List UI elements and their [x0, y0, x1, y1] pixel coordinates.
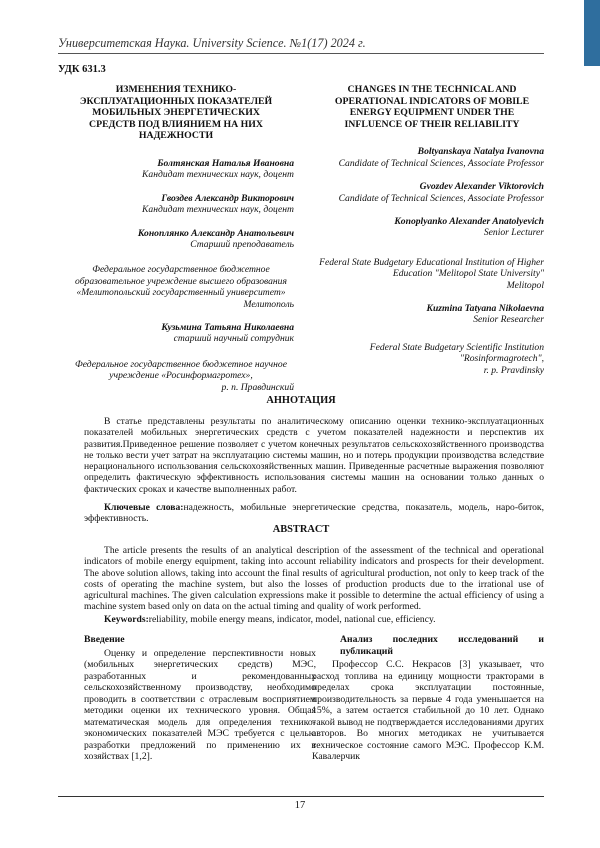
- page-number: 17: [294, 800, 306, 811]
- ru-affiliation-1: [58, 264, 294, 310]
- header-rule: [58, 53, 544, 54]
- author-position: Кандидат технических наук, доцент: [142, 169, 294, 181]
- annotation-keywords: [84, 502, 544, 525]
- abstract-body: [84, 545, 544, 613]
- keywords-text: reliability, mobile energy means, indicator, model, national cue, efficiency.: [148, 614, 436, 625]
- keywords-label: Ключевые слова:: [104, 502, 184, 513]
- affiliation-text: Федеральное государственное бюджетное научное учреждение «Росинформагротех»,: [75, 358, 287, 382]
- analysis-text: Профессор С.С. Некрасов [3] указывает, что расход топлива на единицу мощности тракторами в пределах срока эксплуатации постоянные, производительность за первые 4 года уменьшается на 15%, а затем остается стабильной до 10 лет. Однако такой вывод не подтверждается исследованиями других авторов. Во многих методиках не учитывается техническое состояние самого МЭС. Профессор К.М. Кавалерчик: [312, 659, 544, 762]
- en-author-2: [308, 181, 544, 204]
- abstract-text: The article presents the results of an analytical description of the assessment of the technical and operational indicators of mobile energy equipment, taking into account reliability indicators and prospects for their development. The above solution allows, taking into account the final results of agricultural production, not only to keep track of the costs of operating the machine system, but also the losses of production products due to the irrational use of agricultural machines. The given calculation expressions make it possible to determine the actual efficiency of using a machine system based only on data on the actual timing and quality of work performed.: [84, 545, 544, 613]
- affiliation-city: Мелитополь: [243, 298, 294, 310]
- author-name: Кузьмина Татьяна Николаевна: [161, 322, 294, 334]
- abstract-keywords: [84, 614, 544, 625]
- author-name: Boltyanskaya Natalya Ivanovna: [417, 146, 544, 158]
- introduction-text: Оценку и определение перспективности новых (мобильных энергетических средств) МЭС, разработанных и рекомендованных сельскохозяйственному производству, необходимо проводить в соответствии с отраслевым восприятием методики оценки их технического уровня. Общая математическая модель для определения технико-экономических показателей МЭС требуется с целью разработки предложений по применению их в хозяйствах [1,2].: [84, 647, 316, 762]
- ru-author-4: [58, 322, 294, 345]
- ru-article-title: ИЗМЕНЕНИЯ ТЕХНИКО-ЭКСПЛУАТАЦИОННЫХ ПОКАЗАТЕЛЕЙ МОБИЛЬНЫХ ЭНЕРГЕТИЧЕСКИХ СРЕДСТВ ПОД ВЛИЯНИЕМ НА НИХ НАДЕЖНОСТИ: [79, 84, 273, 142]
- en-author-1: [308, 146, 544, 169]
- author-position: Senior Lecturer: [483, 227, 544, 239]
- annotation-heading: АННОТАЦИЯ: [266, 395, 336, 406]
- affiliation-text: Федеральное государственное бюджетное образовательное учреждение высшего образования «Мелитопольский государственный университет»: [75, 264, 287, 299]
- keywords-label: Keywords:: [104, 614, 149, 625]
- en-affiliation-1: [308, 257, 544, 291]
- author-position: Кандидат технических наук, доцент: [142, 204, 294, 216]
- author-name: Kuzmina Tatyana Nikolaevna: [426, 303, 544, 315]
- header-accent-bar: [584, 0, 600, 66]
- affiliation-text: Federal State Budgetary Educational Institution of Higher Education "Melitopol State University": [319, 256, 544, 280]
- introduction-heading: Введение: [84, 634, 125, 645]
- author-position: Candidate of Technical Sciences, Associate Professor: [338, 192, 544, 204]
- author-position: Senior Researcher: [473, 314, 544, 326]
- english-title-block: [308, 78, 544, 376]
- analysis-section: [312, 634, 544, 763]
- affiliation-city: Melitopol: [506, 279, 544, 291]
- udk-code: УДК 631.3: [58, 64, 106, 75]
- affiliation-text: Federal State Budgetary Scientific Institution "Rosinformagrotech",: [369, 341, 544, 365]
- en-author-3: [308, 216, 544, 239]
- author-position: старший научный сотрудник: [173, 333, 294, 345]
- ru-affiliation-2: [58, 359, 294, 393]
- russian-title-block: [58, 78, 294, 393]
- author-name: Коноплянко Александр Анатольевич: [137, 227, 294, 239]
- en-article-title: CHANGES IN THE TECHNICAL AND OPERATIONAL INDICATORS OF MOBILE ENERGY EQUIPMENT UNDER THE INFLUENCE OF THEIR RELIABILITY: [334, 84, 530, 130]
- author-position: Старший преподаватель: [190, 239, 294, 250]
- author-name: Konoplyanko Alexander Anatolyevich: [394, 216, 544, 227]
- author-name: Болтянская Наталья Ивановна: [157, 157, 294, 169]
- en-affiliation-2: [308, 342, 544, 376]
- ru-author-1: [58, 158, 294, 181]
- en-author-4: [308, 303, 544, 326]
- ru-author-3: [58, 228, 294, 251]
- annotation-body: [84, 416, 544, 495]
- ru-author-2: [58, 193, 294, 216]
- footer-rule: [58, 796, 544, 797]
- affiliation-city: р. п. Правдинский: [221, 381, 294, 393]
- keywords-text: надежность, мобильные энергетические средства, показатель, модель, наро-биток, эффективность.: [84, 502, 544, 525]
- affiliation-city: r. p. Pravdinsky: [483, 364, 544, 376]
- author-name: Гвоздев Александр Викторович: [161, 192, 294, 204]
- author-position: Candidate of Technical Sciences, Associate Professor: [338, 157, 544, 169]
- author-name: Gvozdev Alexander Viktorovich: [419, 181, 544, 193]
- annotation-text: В статье представлены результаты по аналитическому описанию оценки технико-эксплуатационных показателей мобильных энергетических средств с учетом показателей надежности и перспектив их развития.Приведенное решение позволяет с учетом конечных результатов сельскохозяйственного производства не только вести учет затрат на эксплуатацию системы машин, но и потерь продукции производства вследствие нерационального использования сельскохозяйственных машин. Приведенные расчетные выражения позволяют определить фактическую эффективность использования системы машин на основании только данных о фактических сроках и качестве выполненных работ.: [84, 416, 544, 495]
- journal-running-header: Университетская Наука. University Science. №1(17) 2024 г.: [58, 36, 366, 50]
- analysis-heading: Анализ последних исследований и публикаций: [340, 634, 544, 657]
- abstract-heading: ABSTRACT: [272, 524, 330, 535]
- introduction-section: [84, 634, 316, 763]
